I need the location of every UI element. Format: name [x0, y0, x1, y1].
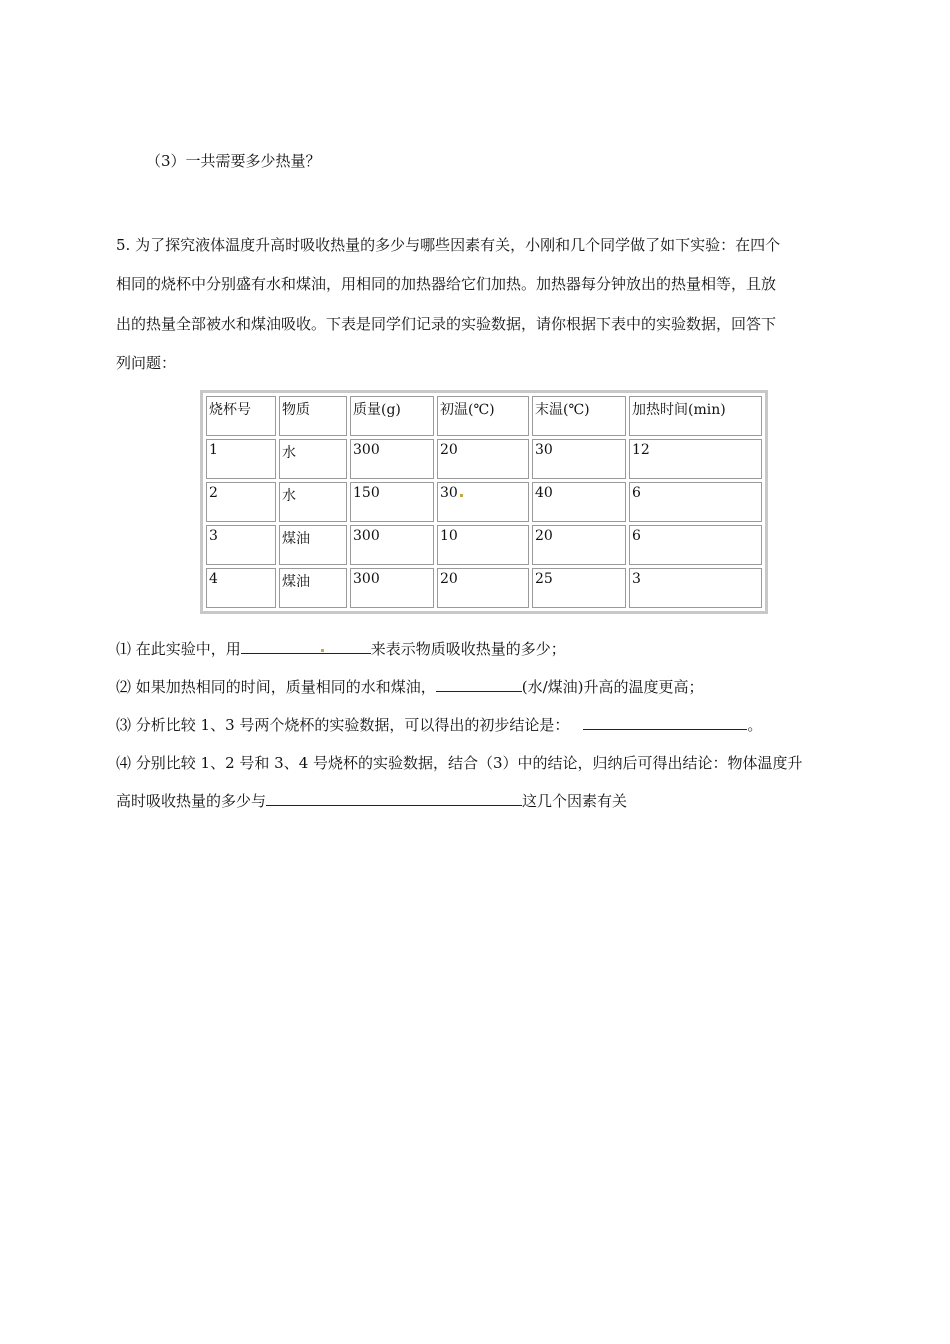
sub-question-1 [116, 638, 566, 660]
table-row [206, 439, 762, 479]
question-5-line-2: 相同的烧杯中分别盛有水和煤油，用相同的加热器给它们加热。加热器每分钟放出的热量相等，且放 [116, 275, 777, 293]
sub-question-4-text-c: 这几个因素有关 [522, 792, 628, 810]
sub-question-4-text-b: 高时吸收热量的多少与 [116, 792, 267, 810]
sub-question-2-text-a: ⑵ 如果加热相同的时间，质量相同的水和煤油， [116, 678, 436, 696]
header-cell: 烧杯号 [206, 396, 276, 436]
sub-question-4-line-2 [116, 790, 627, 812]
answer-blank-4[interactable] [266, 791, 522, 806]
header-cell: 物质 [279, 396, 347, 436]
question-5-line-3: 出的热量全部被水和煤油吸收。下表是同学们记录的实验数据，请你根据下表中的实验数据，回答下 [116, 315, 777, 333]
sub-question-3-text-b: 。 [747, 716, 763, 734]
previous-question-part-3: （3）一共需要多少热量？ [146, 152, 321, 170]
sub-question-3 [116, 714, 762, 736]
table-row [206, 482, 762, 522]
answer-blank-1[interactable] [241, 639, 371, 654]
header-cell: 初温(℃) [437, 396, 529, 436]
table-header-row [206, 396, 762, 436]
table-cell: 3 [206, 525, 276, 565]
table-cell: 25 [532, 568, 626, 608]
editor-mark [460, 494, 463, 497]
table-cell: 12 [629, 439, 762, 479]
table-cell: 40 [532, 482, 626, 522]
table-cell: 10 [437, 525, 529, 565]
header-cell: 质量(g) [350, 396, 434, 436]
experiment-data-table [200, 390, 768, 614]
sub-question-1-text-a: ⑴ 在此实验中，用 [116, 640, 241, 658]
table-cell: 煤油 [279, 525, 347, 565]
table-cell: 150 [350, 482, 434, 522]
table-cell: 水 [279, 482, 347, 522]
table-cell: 2 [206, 482, 276, 522]
table-cell: 20 [532, 525, 626, 565]
table-cell: 20 [437, 568, 529, 608]
answer-blank-3[interactable] [583, 715, 747, 730]
header-cell: 末温(℃) [532, 396, 626, 436]
table-row [206, 568, 762, 608]
sub-question-2 [116, 676, 704, 698]
table-cell: 20 [437, 439, 529, 479]
sub-question-3-text-a: ⑶ 分析比较 1、3 号两个烧杯的实验数据，可以得出的初步结论是： [116, 716, 570, 734]
table-cell: 6 [629, 525, 762, 565]
sub-question-2-text-b: (水/煤油)升高的温度更高； [521, 678, 704, 696]
table-cell: 30 [532, 439, 626, 479]
sub-question-4-line-1: ⑷ 分别比较 1、2 号和 3、4 号烧杯的实验数据，结合（3）中的结论，归纳后可得出结论：物体温度升 [116, 754, 803, 772]
table-cell: 3 [629, 568, 762, 608]
table-cell: 300 [350, 439, 434, 479]
header-cell: 加热时间(min) [629, 396, 762, 436]
table-cell: 4 [206, 568, 276, 608]
question-5-line-4: 列问题： [116, 354, 177, 372]
answer-blank-2[interactable] [436, 677, 522, 692]
table-cell: 水 [279, 439, 347, 479]
sub-question-1-text-b: 来表示物质吸收热量的多少； [370, 640, 566, 658]
table-cell: 煤油 [279, 568, 347, 608]
table-cell: 6 [629, 482, 762, 522]
table-cell: 300 [350, 525, 434, 565]
editor-mark [321, 649, 324, 652]
table-cell: 300 [350, 568, 434, 608]
table-cell [437, 482, 529, 522]
table-row [206, 525, 762, 565]
cell-value: 30 [440, 485, 458, 501]
table-cell: 1 [206, 439, 276, 479]
question-5-line-1: 5. 为了探究液体温度升高时吸收热量的多少与哪些因素有关，小刚和几个同学做了如下实验：在四个 [116, 236, 781, 254]
